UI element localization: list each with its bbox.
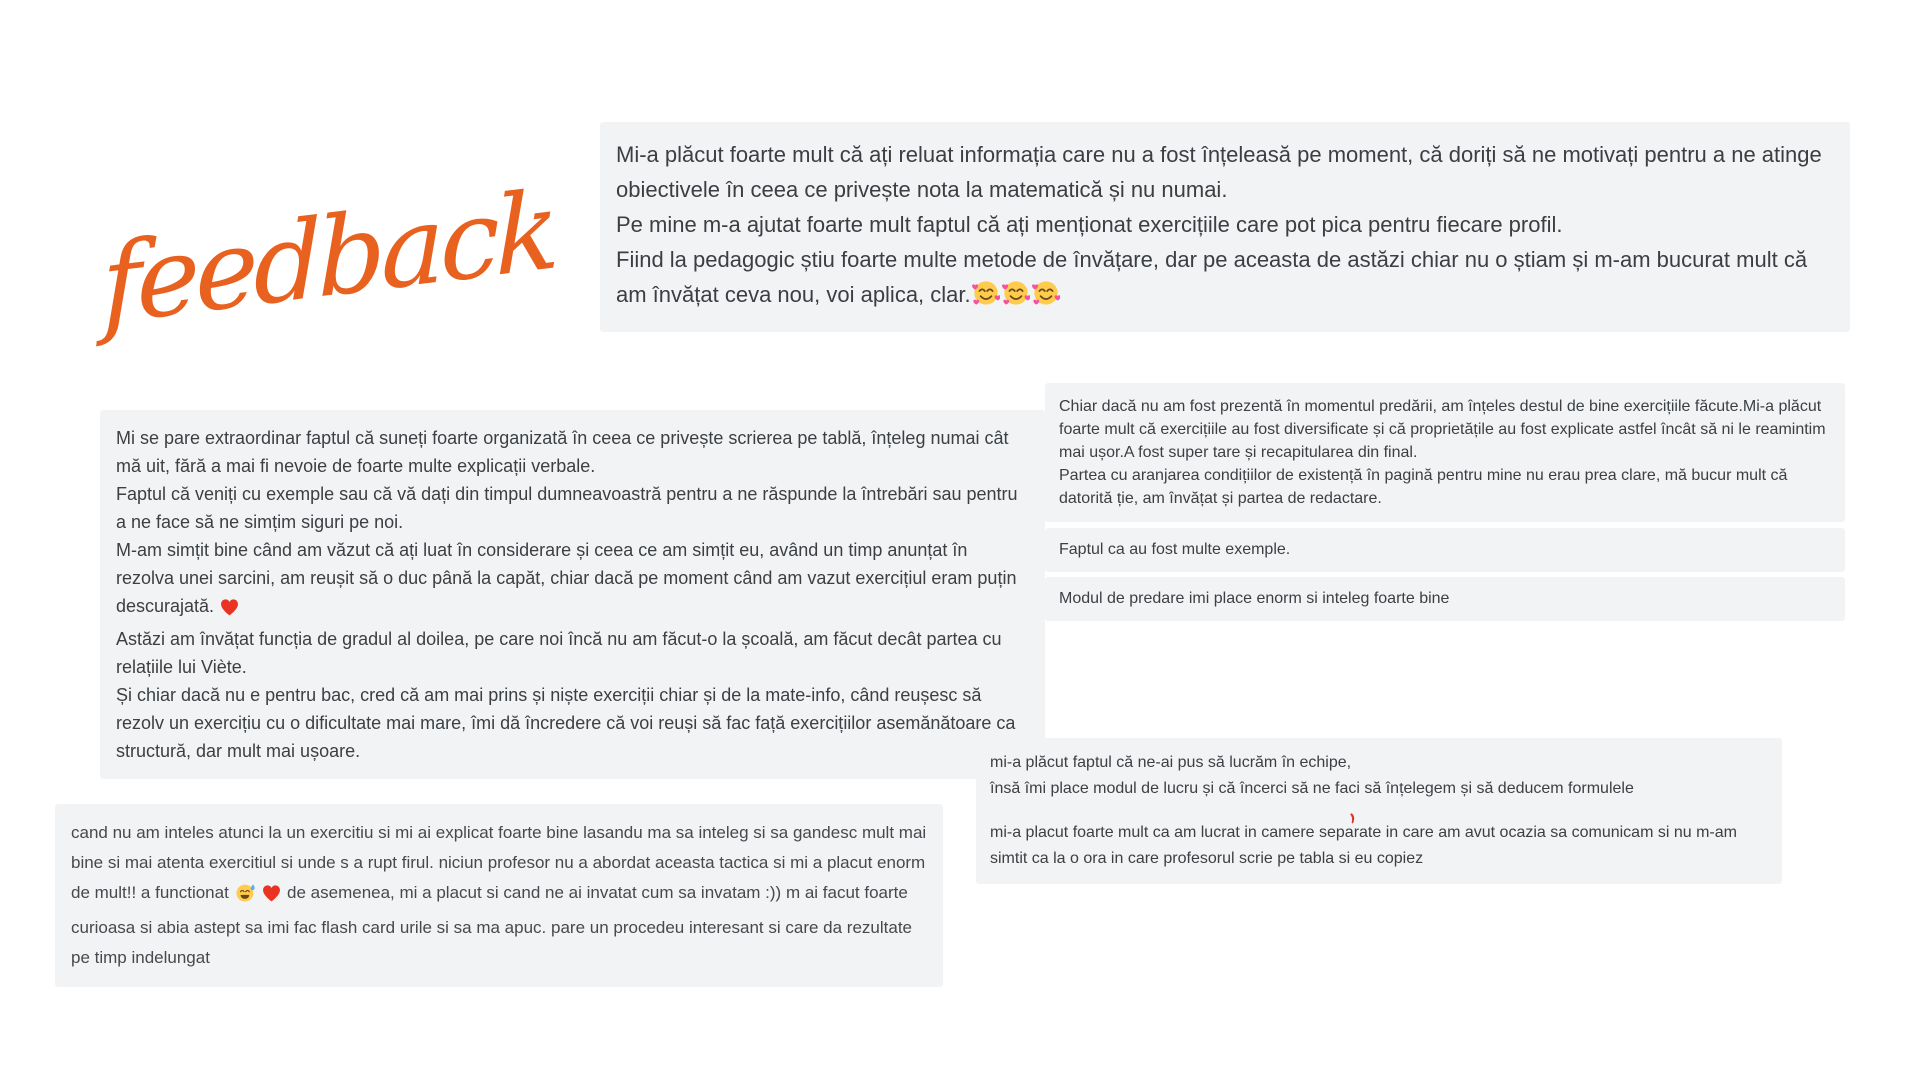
feedback-card-teamwork	[976, 738, 1782, 814]
feedback-paragraph: Și chiar dacă nu e pentru bac, cred că am mai prins și niște exerciții chiar și de la mate-info, când reușesc să rezolv un exercițiu cu o dificultate mai mare, îmi dă încredere că voi reuși să fac față exercițiilor asemănătoare ca structură, dar mult mai ușoare.	[116, 685, 1016, 761]
smiling-face-with-hearts-emoji-icon	[972, 279, 1000, 317]
sweat-smile-emoji-icon	[235, 882, 256, 913]
feedback-card-bottom-left	[55, 804, 943, 987]
feedback-card-absent-student	[1045, 383, 1845, 522]
feedback-paragraph: Partea cu aranjarea condițiilor de existență în pagină pentru mine nu erau prea clare, mă bucur mult că datorită ție, am învățat și partea de redactare.	[1059, 467, 1788, 507]
feedback-card-breakout-rooms	[976, 808, 1782, 884]
smiling-face-with-hearts-emoji-icon	[1002, 279, 1030, 317]
feedback-paragraph: M-am simțit bine când am văzut că ați luat în considerare și ceea ce am simțit eu, având un timp anunțat în rezolva unei sarcini, am reușit să o duc până la capăt, chiar dacă pe moment când am vazut exercițiul eram puțin descurajată.	[116, 536, 1029, 625]
feedback-script-logo	[64, 99, 592, 418]
feedback-paragraph: însă îmi place modul de lucru și că încerci să ne faci să înțelegem și să deducem formulele	[990, 780, 1634, 797]
feedback-paragraph: Faptul că veniți cu exemple sau că vă dați din timpul dumneavoastră pentru a ne răspunde la întrebări sau pentru a ne face să ne simțim siguri pe noi.	[116, 484, 1018, 532]
feedback-paragraph: cand nu am inteles atunci la un exercitiu si mi ai explicat foarte bine lasandu ma sa inteleg si sa gandesc mult mai bine si mai atenta exercitiul si unde s a rupt firul. niciun profesor nu a abordat aceasta tactica si mi a placut enorm de mult!! a functionat de asemenea, mi a placut si cand ne ai invatat cum sa invatam :)) m ai facut foarte curioasa si abia astept sa imi fac flash card urile si sa ma apuc. pare un procedeu interesant si care da rezultate pe timp indelungat	[71, 823, 927, 967]
red-tick-mark-icon	[1348, 810, 1357, 836]
feedback-paragraph: Fiind la pedagogic știu foarte multe metode de învățare, dar pe aceasta de astăzi chiar nu o știam și m-am bucurat mult că am învățat ceva nou, voi aplica, clar.	[616, 242, 1834, 317]
feedback-card-examples	[1045, 528, 1845, 572]
feedback-paragraph: Mi-a plăcut foarte mult că ați reluat informația care nu a fost înțeleasă pe moment, că doriți să ne motivați pentru a ne atinge obiectivele în ceea ce privește nota la matematică și nu numai.	[616, 142, 1822, 202]
feedback-paragraph: Chiar dacă nu am fost prezentă în momentul predării, am înțeles destul de bine exercițiile făcute.Mi-a plăcut foarte mult că exercițiile au fost diversificate și că proprietățile au fost explicate astfel încât să ni le reamintim mai ușor.A fost super tare și recapitularea din final.	[1059, 398, 1826, 461]
feedback-paragraph: Modul de predare imi place enorm si inteleg foarte bine	[1059, 590, 1450, 607]
feedback-paragraph: Pe mine m-a ajutat foarte mult faptul că ați menționat exercițiile care pot pica pentru fiecare profil.	[616, 212, 1563, 237]
feedback-paragraph: mi-a placut foarte mult ca am lucrat in camere separate in care am avut ocazia sa comunicam si nu m-am simtit ca la o ora in care profesorul scrie pe tabla si eu copiez	[990, 824, 1737, 867]
feedback-paragraph: Mi se pare extraordinar faptul că suneți foarte organizată în ceea ce privește scrierea pe tablă, înțeleg numai cât mă uit, fără a mai fi nevoie de foarte multe explicații verbale.	[116, 428, 1009, 476]
feedback-card-teaching-style	[1045, 577, 1845, 621]
feedback-paragraph: Astăzi am învățat funcția de gradul al doilea, pe care noi încă nu am făcut-o la școală, am făcut decât partea cu relațiile lui Viète.	[116, 629, 1002, 677]
feedback-paragraph: mi-a plăcut faptul că ne-ai pus să lucrăm în echipe,	[990, 754, 1352, 771]
red-heart-emoji-icon	[262, 883, 281, 913]
feedback-script-text: feedback	[100, 167, 556, 349]
red-heart-emoji-icon	[220, 597, 239, 625]
feedback-paragraph: Faptul ca au fost multe exemple.	[1059, 541, 1291, 558]
feedback-card-mid-left	[100, 410, 1045, 779]
feedback-card-top-right	[600, 122, 1850, 332]
smiling-face-with-hearts-emoji-icon	[1032, 279, 1060, 317]
